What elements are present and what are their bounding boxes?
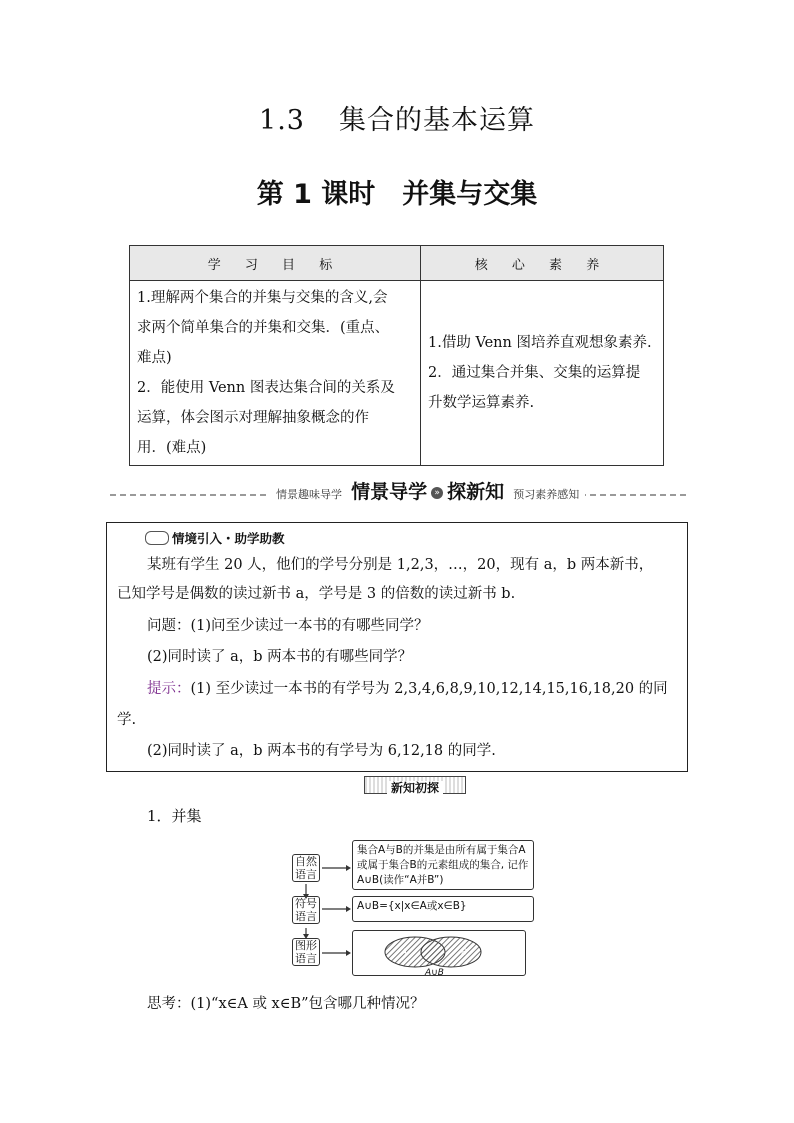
- venn-label-a: A: [401, 948, 408, 958]
- goals-table: [129, 245, 664, 466]
- label-symbol-language: 符号语言: [292, 896, 320, 924]
- hint-2: (2)同时读了 a，b 两本书的有学号为 6,12,18 的同学.: [147, 743, 496, 759]
- intro-box: [106, 522, 688, 772]
- intro-paragraph-line: 某班有学生 20 人，他们的学号分别是 1,2,3，…，20，现有 a，b 两本新书，: [147, 557, 654, 573]
- chapter-name: 集合的基本运算: [338, 105, 535, 136]
- learning-goal-line: 用．(难点): [137, 440, 207, 456]
- banner-arrow-icon: »: [431, 487, 443, 499]
- goals-header-learning: 学 习 目 标: [130, 246, 421, 281]
- think-question: 思考：(1)“x∈A 或 x∈B”包含哪几种情况？: [147, 996, 425, 1012]
- section-badge-text: 新知初探: [387, 781, 443, 795]
- venn-set-b: [421, 937, 481, 967]
- banner-left-caption: 情景趣味导学: [276, 488, 342, 501]
- label-natural-language: 自然语言: [292, 854, 320, 882]
- lightbulb-icon: [145, 531, 169, 545]
- venn-diagram: [353, 931, 533, 979]
- learning-goal-line: 难点): [137, 350, 172, 366]
- learning-goal-line: 1.理解两个集合的并集与交集的含义,会: [137, 290, 388, 306]
- intro-box-heading: [145, 529, 285, 547]
- question-2: (2)同时读了 a，b 两本书的有哪些同学？: [147, 649, 413, 665]
- symbol-language-box: A∪B={x|x∈A或x∈B}: [352, 896, 534, 922]
- literacy-line: 升数学运算素养.: [428, 395, 535, 411]
- hint-1: [117, 675, 679, 704]
- banner-title-2: 探新知: [447, 481, 505, 503]
- venn-caption: A∪B: [425, 968, 444, 978]
- learning-goal-line: 运算，体会图示对理解抽象概念的作: [137, 410, 369, 426]
- lesson-title: 第 1 课时 并集与交集: [256, 179, 538, 210]
- venn-label-b: B: [461, 948, 468, 958]
- learning-goals-cell: [130, 281, 421, 466]
- hint-1-continued: 学.: [117, 712, 137, 728]
- chapter-title: [0, 98, 794, 137]
- label-graph-language: 图形语言: [292, 938, 320, 966]
- heading-union: 1．并集: [147, 807, 202, 825]
- question-1: 问题：(1)问至少读过一本书的有哪些同学？: [147, 618, 429, 634]
- intro-paragraph-line: 已知学号是偶数的读过新书 a，学号是 3 的倍数的读过新书 b.: [117, 586, 516, 602]
- natural-language-box: 集合A与B的并集是由所有属于集合A或属于集合B的元素组成的集合, 记作A∪B(读作“A并B”): [352, 840, 534, 890]
- core-literacy-cell: [421, 281, 664, 466]
- union-diagram: [290, 838, 536, 982]
- hint-label: 提示：: [147, 681, 191, 697]
- graph-language-box: [352, 930, 526, 976]
- banner-right-caption: 预习素养感知: [513, 488, 580, 501]
- learning-goal-line: 求两个简单集合的并集和交集．(重点、: [137, 320, 390, 336]
- chapter-number: 1.3: [259, 105, 305, 136]
- banner-text: [270, 477, 585, 504]
- section-badge: [364, 776, 466, 794]
- section-banner: [110, 477, 686, 503]
- intro-box-heading-text: 情境引入・助学助教: [172, 531, 285, 546]
- literacy-line: 1.借助 Venn 图培养直观想象素养.: [428, 335, 652, 351]
- hint-1-text: (1) 至少读过一本书的有学号为 2,3,4,6,8,9,10,12,14,15,16,18,20 的同: [190, 681, 668, 697]
- banner-title-1: 情景导学: [351, 481, 428, 503]
- learning-goal-line: 2．能使用 Venn 图表达集合间的关系及: [137, 380, 395, 396]
- goals-header-literacy: 核 心 素 养: [421, 246, 664, 281]
- literacy-line: 2．通过集合并集、交集的运算提: [428, 365, 641, 381]
